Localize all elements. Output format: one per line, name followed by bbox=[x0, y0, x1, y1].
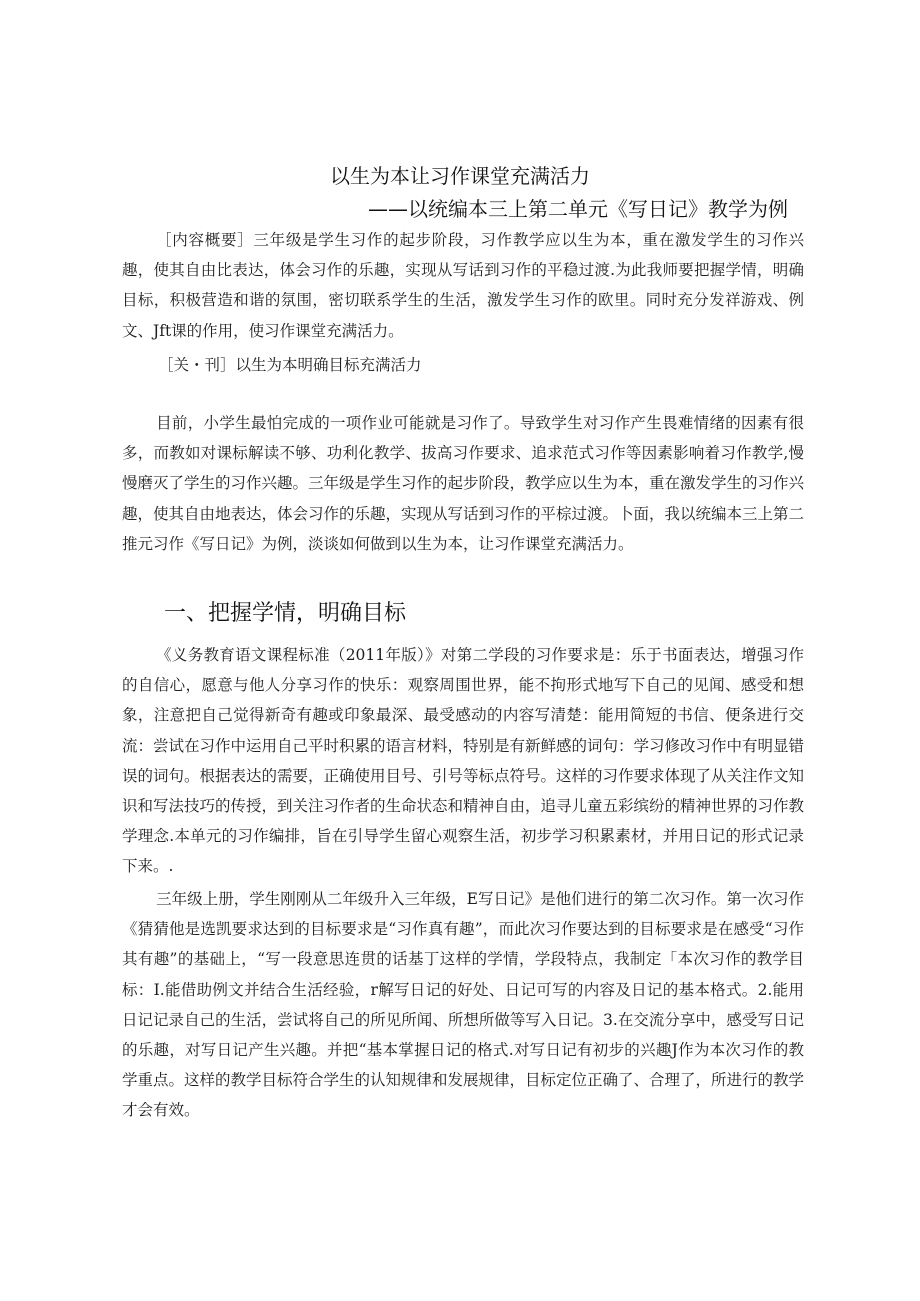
document-title: 以生为本让习作课堂充满活力 bbox=[330, 164, 590, 188]
intro-paragraph: 目前，小学生最怕完成的一项作业可能就是习作了。导致学生对习作产生畏难情绪的因素有很多，而教如对课标解读不够、功利化教学、拔高习作要求、追求范式习作等因素影响着习作教学,慢慢磨灭了学生的习作兴趣。三年级是学生习作的起步阶段，教学应以生为本，重在激发学生的习作兴趣，使其自由地表达，体会习作的乐趣，实现从写话到习作的平棕过渡。卜面，我以统编本三上第二推元习作《写日记》为例，淡谈如何做到以生为本，让习作课堂充满活力。 bbox=[122, 414, 805, 553]
section-heading: 一、把握学情，明确目标 bbox=[164, 601, 407, 626]
body-paragraph-2: 三年级上册，学生刚刚从二年级升入三年级，E写日记》是他们进行的第二次习作。第一次习作《猜猜他是选凯要求达到的目标要求是“习作真有趣”，而此次习作要达到的目标要求是在感受“习作其有趣”的基础上，“写一段意思连贯的话基丁这样的学情，学段特点，我制定「本次习作的教学目标：I.能借助例文并结合生活经验，r解写日记的好处、日记可写的内容及日记的基本格式。2.能用日记记录自己的生活，尝试将自己的所见所闻、所想所做等写入日记。3.在交流分享中，感受写日记的乐趣，对写日记产生兴趣。并把“基本掌握日记的格式.对写日记有初步的兴趣J作为本次习作的教学重点。这样的教学目标符合学生的认知规律和发展规律，目标定位正确了、合理了，所进行的教学才会有效。 bbox=[122, 890, 805, 1120]
keywords-line: ［关・刊］以生为本明确目标充满活力 bbox=[158, 356, 422, 374]
body-paragraph-1: 《义务教育语文课程标准（2011年版）》对第二学段的习作要求是：乐于书面表达，增强习作的自信心，愿意与他人分享习作的快乐：观察周围世界，能不拘形式地写下自己的见闻、感受和想象，注意把自己觉得新奇有趣或印象最深、最受感动的内容写清楚：能用简短的书信、便条进行交流：尝试在习作中运用自己平时积累的语言材料，特别是有新鲜感的词句：学习修改习作中有明显错误的词句。根据表达的需要，正确使用目号、引号等标点符号。这样的习作要求体现了从关注作文知识和写法技巧的传授，到关注习作者的生命状态和精神自由，追寻儿童五彩缤纷的精神世界的习作教学理念.本单元的习作编排，旨在引导学生留心观察生活，初步学习积累素材，并用日记的形式记录下来。. bbox=[122, 646, 805, 876]
abstract-paragraph: ［内容概要］三年级是学生习作的起步阶段，习作教学应以生为本，重在激发学生的习作兴趣，使其自由比表达，体会习作的乐趣，实现从写话到习作的平稳过渡.为此我师要把握学情，明确目标，积极营造和谐的氛围，密切联系学生的生活，激发学生习作的欧里。同时充分发祥游戏、例文、Jft课的作用，使习作课堂充满活力。 bbox=[122, 231, 804, 340]
document-subtitle: ——以统编本三上第二单元《写日记》教学为例 bbox=[368, 197, 788, 221]
